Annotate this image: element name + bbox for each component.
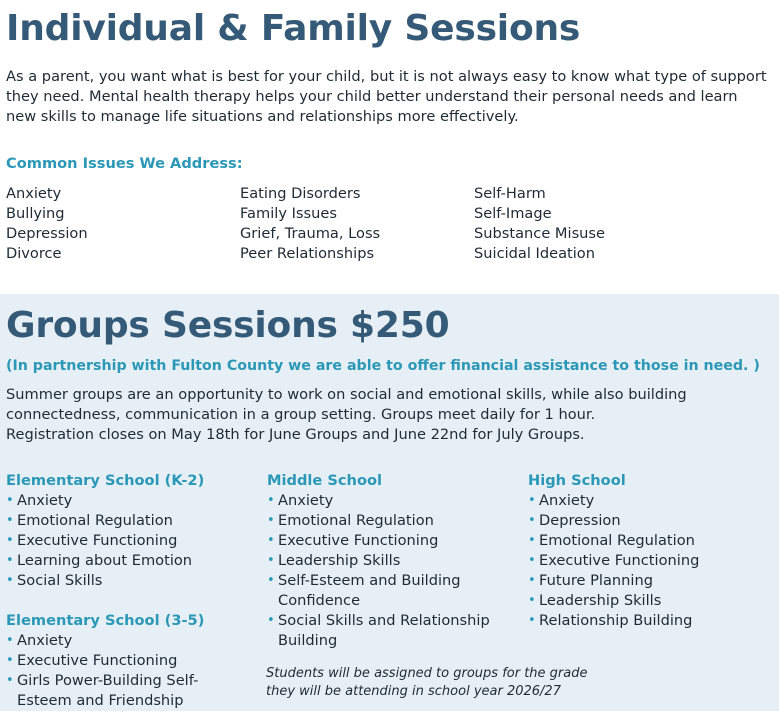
issue-item: Self-Image [474,205,552,222]
bullet-icon: • [528,553,536,568]
list-item [6,571,192,591]
elementary-k2-heading: Elementary School (K-2) [6,472,205,489]
list-item [528,511,699,531]
list-item [528,591,699,611]
list-item-continuation [267,591,490,611]
list-item-label: Anxiety [17,632,73,649]
issue-item: Bullying [6,205,65,222]
list-item [6,671,198,691]
bullet-icon: • [6,633,14,648]
groups-intro [6,385,687,445]
list-item-label: Social Skills and Relationship [278,612,490,629]
issues-column-1 [6,184,88,264]
high-school-heading: High School [528,472,626,489]
issues-column-2 [240,184,380,264]
bullet-icon: • [267,553,275,568]
list-item [267,551,490,571]
issue-item: Grief, Trauma, Loss [240,225,381,242]
note-line: Students will be assigned to groups for the grade [266,666,588,681]
intro-line: Summer groups are an opportunity to work on social and emotional skills, while also building [6,386,687,403]
list-item-label: Relationship Building [539,612,693,629]
note-line: they will be attending in school year 2026/27 [266,684,561,699]
issue-item: Self-Harm [474,185,546,202]
list-item [267,491,490,511]
intro-line: connectedness, communication in a group setting. Groups meet daily for 1 hour. [6,406,596,423]
bullet-icon: • [267,613,275,628]
issue-item: Divorce [6,245,62,262]
list-item-label: Anxiety [539,492,595,509]
groups-title: Groups Sessions $250 [6,305,450,346]
list-item-label: Anxiety [17,492,73,509]
list-item-continuation [6,691,198,711]
list-item [6,551,192,571]
intro-line: As a parent, you want what is best for your child, but it is not always easy to know what type of support [6,68,767,85]
list-item-label: Executive Functioning [17,532,178,549]
list-item [6,651,198,671]
middle-school-heading: Middle School [267,472,383,489]
bullet-icon: • [6,513,14,528]
list-item-label: Confidence [278,592,361,609]
bullet-icon: • [528,493,536,508]
list-item [528,551,699,571]
list-item-label: Emotional Regulation [278,512,434,529]
issue-item: Family Issues [240,205,337,222]
issues-column-3 [474,184,605,264]
list-item [6,511,192,531]
bullet-icon: • [267,493,275,508]
bullet-icon: • [528,533,536,548]
list-item-label: Executive Functioning [278,532,439,549]
list-item-label: Emotional Regulation [539,532,695,549]
list-item-label: Leadership Skills [278,552,401,569]
bullet-icon: • [528,593,536,608]
bullet-icon: • [6,573,14,588]
list-item-label: Executive Functioning [17,652,178,669]
issue-item: Anxiety [6,185,62,202]
list-item-continuation [267,631,490,651]
list-item-label: Learning about Emotion [17,552,193,569]
list-item [6,631,198,651]
issue-item: Suicidal Ideation [474,245,595,262]
middle-school-list [267,491,490,651]
bullet-icon: • [267,573,275,588]
list-item-label: Emotional Regulation [17,512,173,529]
elementary-35-list [6,631,198,711]
bullet-icon: • [528,513,536,528]
list-item-label: Anxiety [278,492,334,509]
list-item [267,511,490,531]
list-item [528,491,699,511]
bullet-icon: • [267,513,275,528]
list-item [267,611,490,631]
list-item [528,611,699,631]
list-item-label: Self-Esteem and Building [278,572,461,589]
issues-heading: Common Issues We Address: [6,155,243,172]
individual-family-title: Individual & Family Sessions [6,8,581,49]
list-item-label: Future Planning [539,572,653,589]
list-item-label: Building [278,632,338,649]
list-item [267,571,490,591]
bullet-icon: • [6,673,14,688]
list-item-label: Social Skills [17,572,103,589]
group-assignment-note [266,665,587,701]
list-item [528,531,699,551]
issue-item: Substance Misuse [474,225,606,242]
list-item-label: Leadership Skills [539,592,662,609]
issue-item: Peer Relationships [240,245,375,262]
issue-item: Eating Disorders [240,185,361,202]
list-item [528,571,699,591]
bullet-icon: • [6,553,14,568]
individual-intro [6,67,767,127]
list-item [267,531,490,551]
bullet-icon: • [528,613,536,628]
groups-section [0,294,779,711]
high-school-list [528,491,699,631]
elementary-35-heading: Elementary School (3-5) [6,612,205,629]
issue-item: Depression [6,225,88,242]
list-item [6,491,192,511]
intro-line: Registration closes on May 18th for June Groups and June 22nd for July Groups. [6,426,585,443]
groups-subtitle: (In partnership with Fulton County we are able to offer financial assistance to those in need. ) [6,358,760,374]
bullet-icon: • [267,533,275,548]
list-item-label: Girls Power-Building Self- [17,672,199,689]
elementary-k2-list [6,491,192,591]
individual-family-section [0,0,779,294]
bullet-icon: • [528,573,536,588]
bullet-icon: • [6,493,14,508]
list-item-label: Esteem and Friendship [17,692,184,709]
bullet-icon: • [6,533,14,548]
intro-line: they need. Mental health therapy helps your child better understand their personal needs and learn [6,88,738,105]
list-item [6,531,192,551]
intro-line: new skills to manage life situations and relationships more effectively. [6,108,519,125]
list-item-label: Depression [539,512,621,529]
bullet-icon: • [6,653,14,668]
list-item-label: Executive Functioning [539,552,700,569]
